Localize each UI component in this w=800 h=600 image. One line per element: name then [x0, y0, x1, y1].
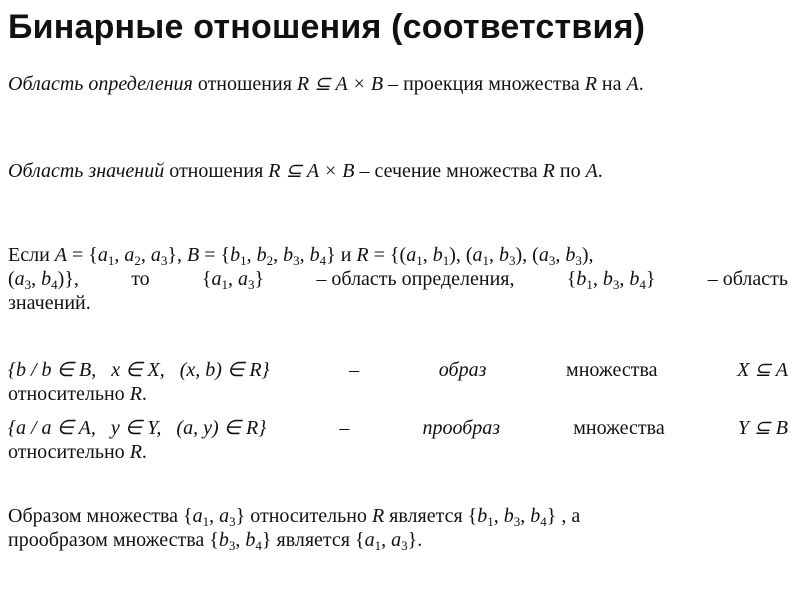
- example-paragraph: [8, 243, 788, 315]
- relation-formula: R ⊆ A × B: [296, 73, 384, 95]
- image-definition: {b / b ∈ B, x ∈ X, (x, b) ∈ R} – образ множества X ⊆ A относительно R.: [8, 359, 788, 405]
- range-definition: Область значений отношения R ⊆ A × B – сечение множества R по A.: [8, 160, 603, 182]
- conclusion-line-2: прообразом множества {$b_3$, $b_4$} является {$a_1$, $a_3$}.: [8, 529, 423, 553]
- preimage-term: прообраз: [422, 417, 501, 439]
- example-line-1: Если $A = \{a_1$, $a_2$, $a_3$}, $B = \{b_1$, $b_2$, $b_3$, $b_4$} и $R = \{(a_1$, $b_1$), ($a_1$, $b_3$), ($a_3$, $b_3$),: [8, 244, 594, 268]
- range-term: Область значений: [8, 160, 165, 182]
- image-term: образ: [438, 359, 487, 381]
- domain-definition: Область определения отношения R ⊆ A × B – проекция множества R на A.: [8, 73, 644, 95]
- relation-formula: R ⊆ A × B: [268, 160, 355, 182]
- domain-term: Область определения: [8, 73, 193, 95]
- example-line-3: значений.: [8, 292, 91, 314]
- conclusion-line-1: Образом множества {$a_1$, $a_3$} относительно R является {$b_1$, $b_3$, $b_4$} , а: [8, 505, 581, 529]
- example-line-2: ($a_3$, $b_4$)}, то {$a_1$, $a_3$} – область определения, {$b_1$, $b_3$, $b_4$} – область: [8, 268, 788, 292]
- slide-title: Бинарные отношения (соответствия): [8, 8, 646, 46]
- preimage-set: {a / a ∈ A, y ∈ Y, (a, y) ∈ R}: [8, 417, 267, 439]
- image-set: {b / b ∈ B, x ∈ X, (x, b) ∈ R}: [8, 359, 270, 381]
- preimage-definition: {a / a ∈ A, y ∈ Y, (a, y) ∈ R} – прообраз множества Y ⊆ B относительно R.: [8, 417, 788, 463]
- conclusion-paragraph: [8, 504, 788, 552]
